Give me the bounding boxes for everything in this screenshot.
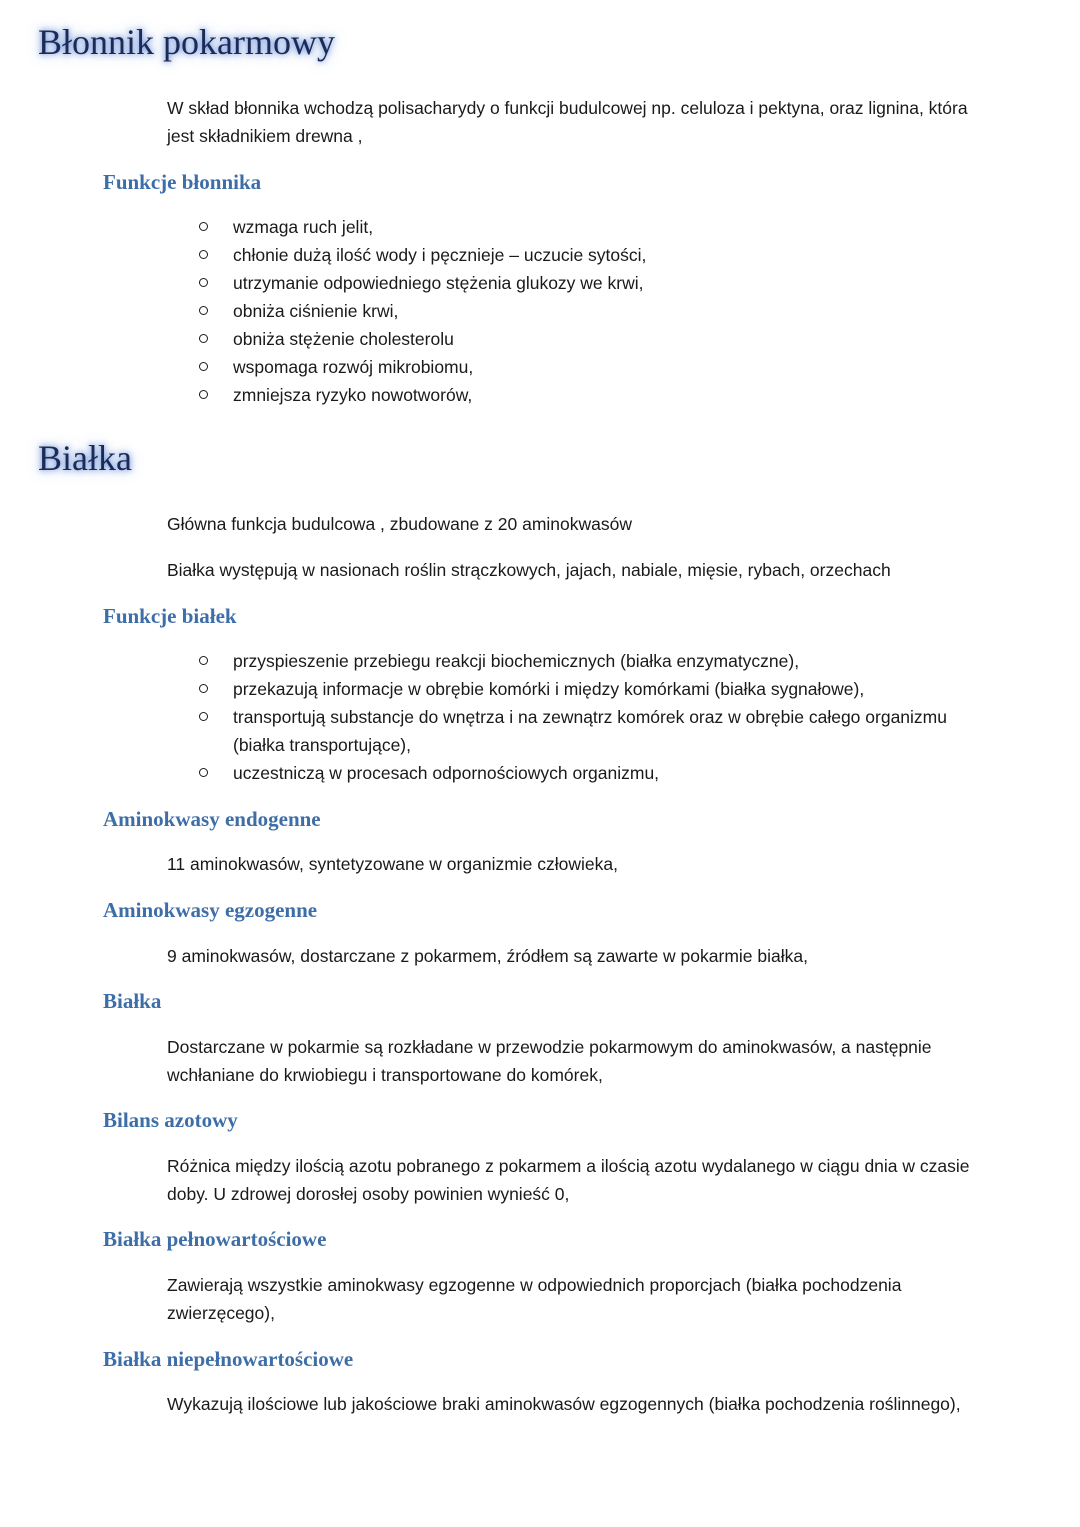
bullet-circle-icon (199, 656, 208, 665)
heading-funkcje-blonnika: Funkcje błonnika (103, 170, 262, 194)
list-item: przekazują informacje w obrębie komórki i między komórkami (białka sygnałowe), (0, 675, 1003, 703)
title-blonnik: Błonnik pokarmowy (38, 22, 335, 62)
list-item: uczestniczą w procesach odpornościowych organizmu, (0, 759, 1003, 787)
paragraph-blonnik-intro: W skład błonnika wchodzą polisacharydy o funkcji budulcowej np. celuloza i pektyna, oraz lignina, która jest składnikiem drewna , (167, 98, 968, 146)
heading-aminokwasy-endogenne: Aminokwasy endogenne (103, 807, 321, 831)
paragraph-aminokwasy-endogenne: 11 aminokwasów, syntetyzowane w organizmie człowieka, (167, 854, 618, 874)
list-item: przyspieszenie przebiegu reakcji biochemicznych (białka enzymatyczne), (0, 647, 1003, 675)
heading-bilans-azotowy: Bilans azotowy (103, 1108, 238, 1132)
bullet-circle-icon (199, 768, 208, 777)
title-bialka: Białka (38, 438, 132, 478)
list-funkcje-bialek (0, 647, 1080, 787)
list-item: obniża stężenie cholesterolu (0, 325, 1003, 353)
list-item: utrzymanie odpowiedniego stężenia glukozy we krwi, (0, 269, 1003, 297)
list-item: obniża ciśnienie krwi, (0, 297, 1003, 325)
list-item: wzmaga ruch jelit, (0, 213, 1003, 241)
bullet-circle-icon (199, 278, 208, 287)
paragraph-bialka-pelnowartosciowe: Zawierają wszystkie aminokwasy egzogenne w odpowiednich proporcjach (białka pochodzenia zwierzęcego), (167, 1275, 902, 1323)
bullet-circle-icon (199, 250, 208, 259)
paragraph-bialka-zrodla: Białka występują w nasionach roślin strączkowych, jajach, nabiale, mięsie, rybach, orzechach (167, 560, 891, 580)
heading-funkcje-bialek: Funkcje białek (103, 604, 237, 628)
paragraph-bialka-niepelnowartosciowe: Wykazują ilościowe lub jakościowe braki aminokwasów egzogennych (białka pochodzenia roślinnego), (167, 1394, 961, 1414)
bullet-circle-icon (199, 684, 208, 693)
heading-aminokwasy-egzogenne: Aminokwasy egzogenne (103, 898, 318, 922)
heading-bialka-niepelnowartosciowe: Białka niepełnowartościowe (103, 1347, 354, 1371)
bullet-circle-icon (199, 390, 208, 399)
list-item: transportują substancje do wnętrza i na zewnątrz komórek oraz w obrębie całego organizmu (białka transportujące), (0, 703, 1003, 759)
paragraph-bilans-azotowy: Różnica między ilością azotu pobranego z pokarmem a ilością azotu wydalanego w ciągu dnia w czasie doby. U zdrowej dorosłej osoby powinien wynieść 0, (167, 1156, 970, 1204)
heading-bialka: Białka (103, 989, 162, 1013)
paragraph-bialka-funkcja: Główna funkcja budulcowa , zbudowane z 20 aminokwasów (167, 514, 632, 534)
heading-bialka-pelnowartosciowe: Białka pełnowartościowe (103, 1227, 327, 1251)
bullet-circle-icon (199, 362, 208, 371)
paragraph-aminokwasy-egzogenne: 9 aminokwasów, dostarczane z pokarmem, źródłem są zawarte w pokarmie białka, (167, 946, 808, 966)
bullet-circle-icon (199, 334, 208, 343)
bullet-circle-icon (199, 306, 208, 315)
list-item: wspomaga rozwój mikrobiomu, (0, 353, 1003, 381)
list-item: zmniejsza ryzyko nowotworów, (0, 381, 1003, 409)
bullet-circle-icon (199, 222, 208, 231)
paragraph-bialka-trawienie: Dostarczane w pokarmie są rozkładane w przewodzie pokarmowym do aminokwasów, a następnie wchłaniane do krwiobiegu i transportowane do komórek, (167, 1037, 932, 1085)
list-funkcje-blonnika (0, 213, 1080, 409)
list-item: chłonie dużą ilość wody i pęcznieje – uczucie sytości, (0, 241, 1003, 269)
bullet-circle-icon (199, 712, 208, 721)
